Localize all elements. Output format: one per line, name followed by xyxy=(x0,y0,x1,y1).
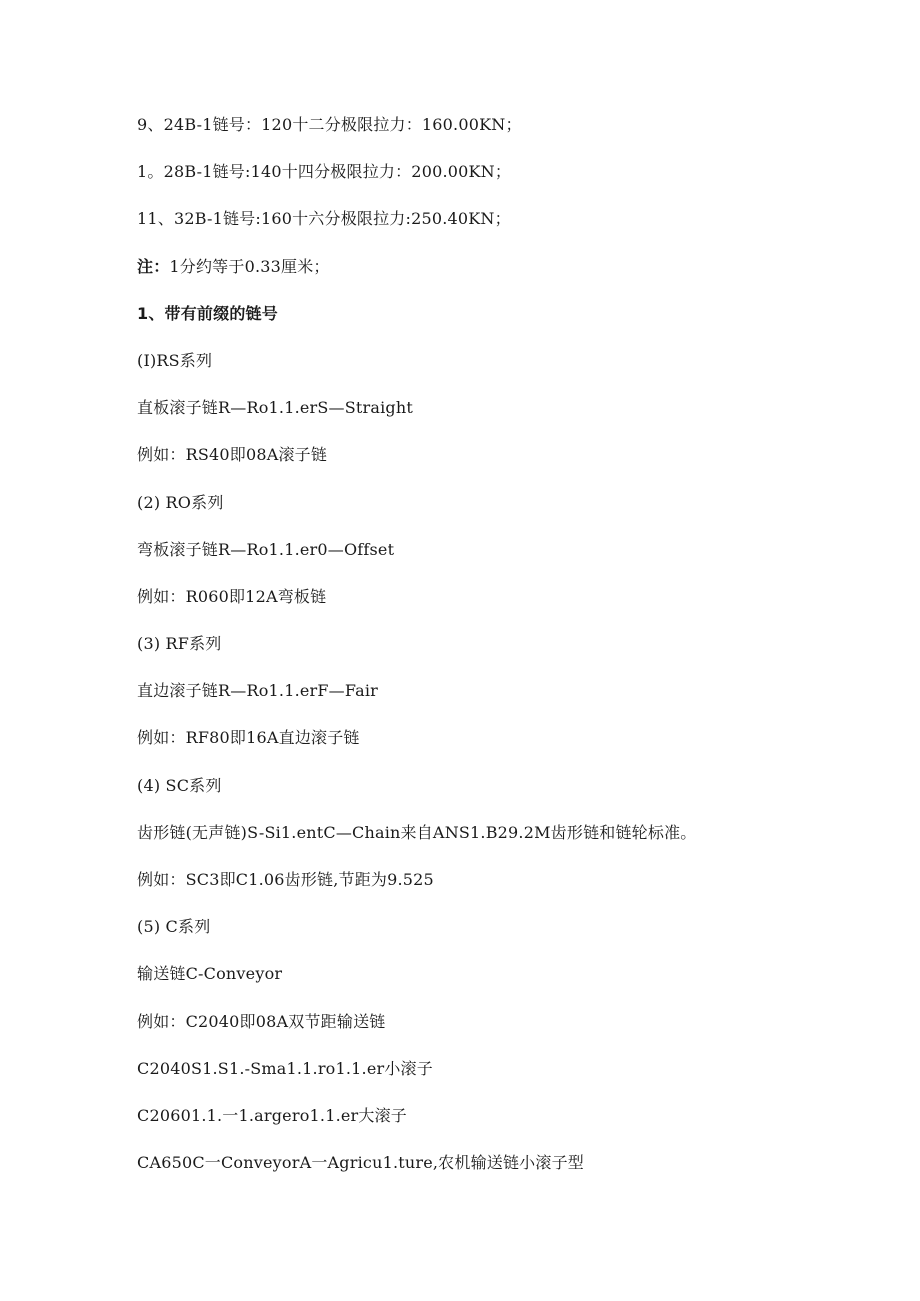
note-text: 1分约等于0.33厘米； xyxy=(169,256,330,276)
note-line xyxy=(137,254,877,301)
text-line: 例如：R060即12A弯板链 xyxy=(137,586,327,606)
text-line: 直板滚子链R—Ro1.1.erS—Straight xyxy=(137,398,414,418)
text-line: 例如：RS40即08A滚子链 xyxy=(137,445,328,465)
text-line: 1。28B-1链号:140十四分极限拉力：200.00KN； xyxy=(137,162,512,182)
text-line: C2040S1.S1.-Sma1.1.ro1.1.er小滚子 xyxy=(137,1058,433,1078)
text-line: 弯板滚子链R—Ro1.1.er0—Offset xyxy=(137,539,395,559)
document-body xyxy=(137,112,877,1197)
text-line: C20601.1.一1.argero1.1.er大滚子 xyxy=(137,1105,407,1125)
text-line: 例如：C2040即08A双节距输送链 xyxy=(137,1011,386,1031)
text-line: (I)RS系列 xyxy=(137,350,213,370)
text-line: 9、24B-1链号：120十二分极限拉力：160.00KN； xyxy=(137,115,522,134)
text-line: 直边滚子链R—Ro1.1.erF—Fair xyxy=(137,681,378,701)
section-heading: 1、带有前缀的链号 xyxy=(137,303,278,323)
text-line: (4) SC系列 xyxy=(137,775,222,795)
text-line: 输送链C-Conveyor xyxy=(137,964,283,984)
text-line: (5) C系列 xyxy=(137,917,211,937)
text-line: (2) RO系列 xyxy=(137,492,224,512)
text-line: 齿形链(无声链)S-Si1.entC—Chain来自ANS1.B29.2M齿形链和链轮标准。 xyxy=(137,822,697,842)
text-line: 例如：RF80即16A直边滚子链 xyxy=(137,728,360,748)
text-line: 11、32B-1链号:160十六分极限拉力:250.40KN； xyxy=(137,209,511,229)
text-line: CA650C一ConveyorA一Agricu1.ture,农机输送链小滚子型 xyxy=(137,1153,584,1173)
text-line: 例如：SC3即C1.06齿形链,节距为9.525 xyxy=(137,870,434,889)
note-label: 注： xyxy=(137,256,170,276)
text-line: (3) RF系列 xyxy=(137,634,222,654)
